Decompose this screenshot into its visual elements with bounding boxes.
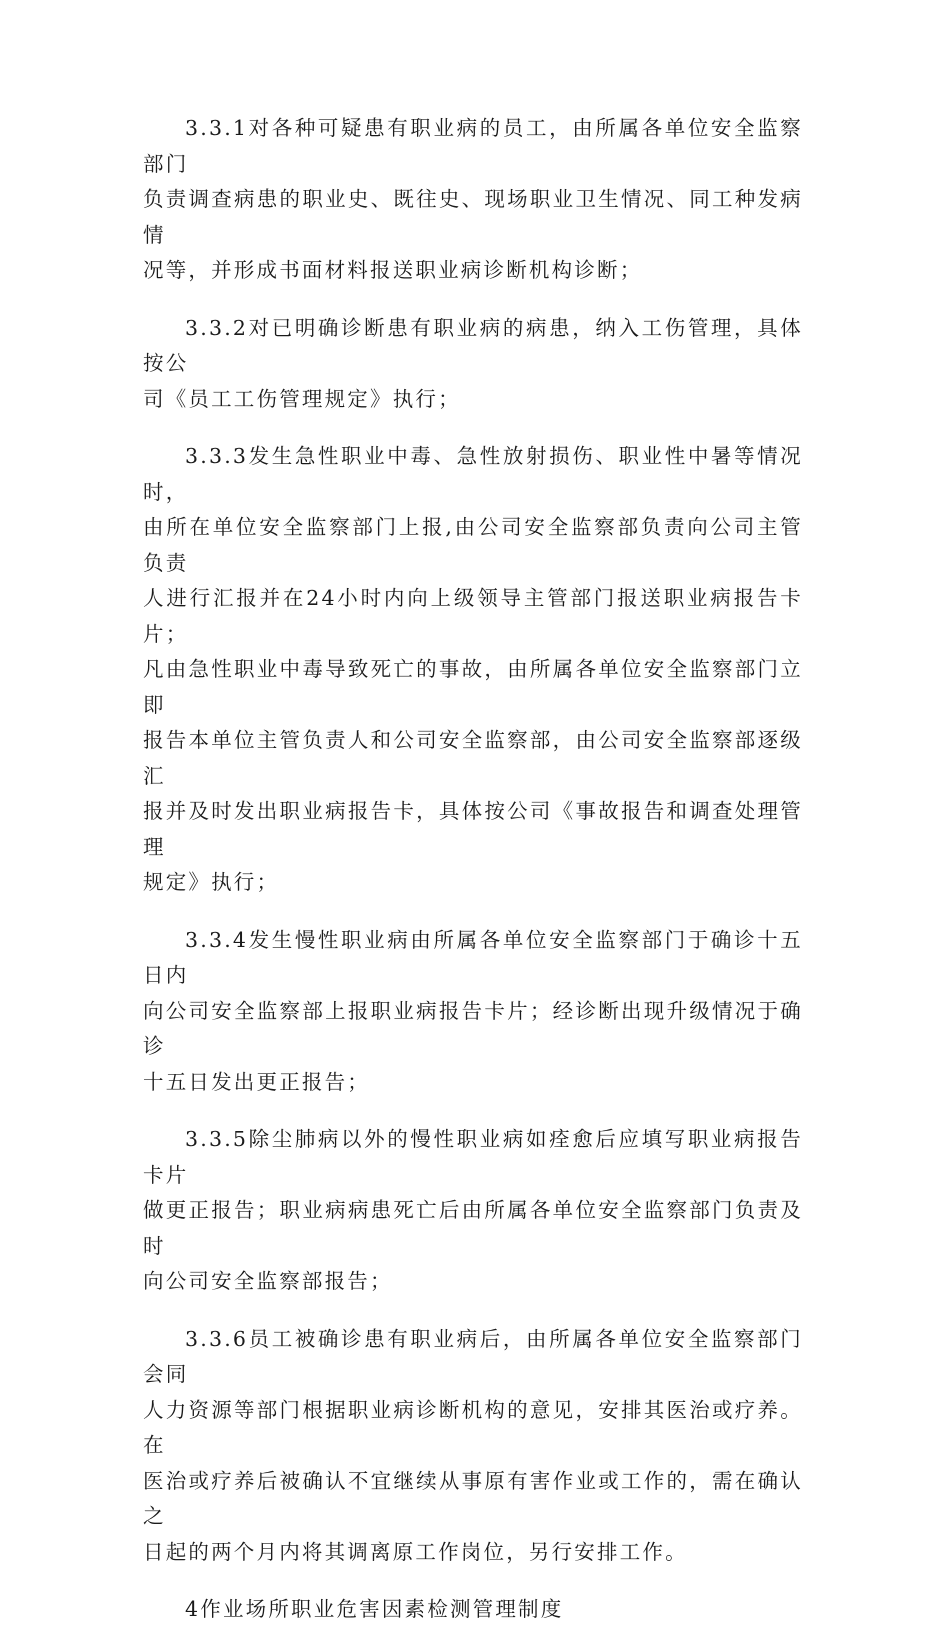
text-line: 规定》执行； [143, 870, 280, 894]
text-line: 3.3.3发生急性职业中毒、急性放射损伤、职业性中暑等情况时， [143, 444, 803, 504]
text-line: 报并及时发出职业病报告卡，具体按公司《事故报告和调查处理管理 [143, 799, 803, 859]
text-line: 况等，并形成书面材料报送职业病诊断机构诊断； [143, 258, 643, 282]
text-line: 3.3.4发生慢性职业病由所属各单位安全监察部门于确诊十五日内 [143, 927, 803, 987]
text-line: 人力资源等部门根据职业病诊断机构的意见，安排其医治或疗养。在 [143, 1397, 803, 1457]
text-line: 向公司安全监察部报告； [143, 1269, 393, 1293]
text-line: 做更正报告；职业病病患死亡后由所属各单位安全监察部门负责及时 [143, 1198, 803, 1258]
text-line: 十五日发出更正报告； [143, 1069, 370, 1094]
text-line: 3.3.2对已明确诊断患有职业病的病患，纳入工伤管理，具体按公 [143, 315, 803, 375]
paragraph-3-3-3 [143, 439, 803, 901]
text-line: 报告本单位主管负责人和公司安全监察部，由公司安全监察部逐级汇 [143, 728, 803, 788]
text-line: 3.3.6员工被确诊患有职业病后，由所属各单位安全监察部门会同 [143, 1326, 803, 1386]
section-heading-4 [143, 1592, 803, 1628]
document-body [143, 111, 803, 1650]
paragraph-3-3-2 [143, 311, 803, 418]
text-line: 医治或疗养后被确认不宜继续从事原有害作业或工作的，需在确认之 [143, 1468, 803, 1528]
text-line: 向公司安全监察部上报职业病报告卡片；经诊断出现升级情况于确诊 [143, 998, 803, 1058]
heading-text: 4作业场所职业危害因素检测管理制度 [185, 1597, 564, 1621]
text-line: 负责调查病患的职业史、既往史、现场职业卫生情况、同工种发病情 [143, 187, 803, 247]
text-line: 3.3.5除尘肺病以外的慢性职业病如痊愈后应填写职业病报告卡片 [143, 1127, 803, 1187]
paragraph-3-3-4 [143, 923, 803, 1101]
paragraph-3-3-5 [143, 1122, 803, 1300]
text-line: 凡由急性职业中毒导致死亡的事故，由所属各单位安全监察部门立即 [143, 657, 803, 717]
text-line: 3.3.1对各种可疑患有职业病的员工，由所属各单位安全监察部门 [143, 116, 803, 176]
paragraph-3-3-6 [143, 1322, 803, 1571]
text-line: 人进行汇报并在24小时内向上级领导主管部门报送职业病报告卡片； [143, 586, 803, 646]
text-line: 司《员工工伤管理规定》执行； [143, 386, 461, 411]
paragraph-3-3-1 [143, 111, 803, 289]
text-line: 日起的两个月内将其调离原工作岗位，另行安排工作。 [143, 1539, 688, 1564]
text-line: 由所在单位安全监察部门上报,由公司安全监察部负责向公司主管负责 [143, 515, 803, 575]
